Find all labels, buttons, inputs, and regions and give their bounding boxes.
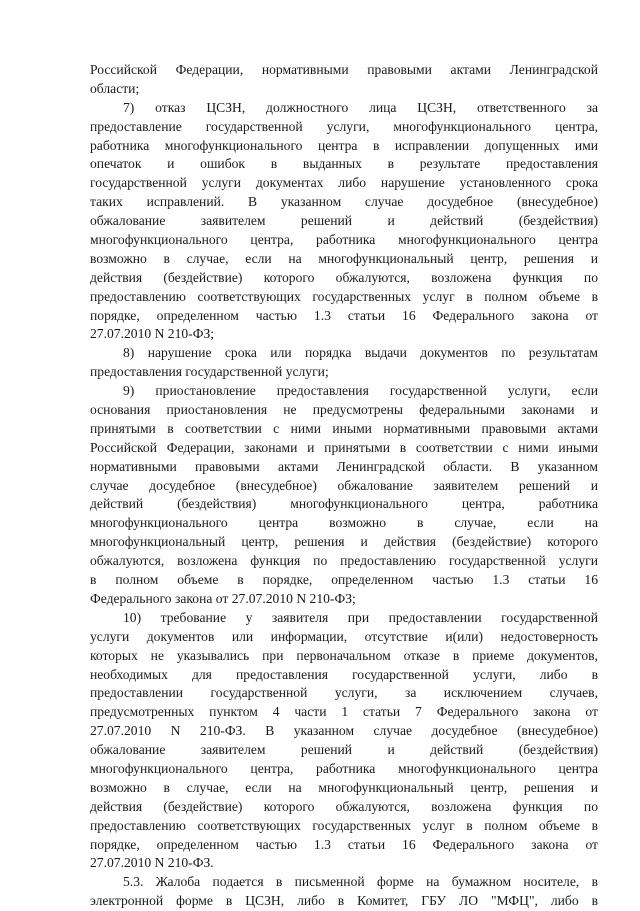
text-line: порядке, определенном частью 1.3 статьи 16 Федерального закона от (90, 836, 598, 852)
text-line: 7) отказ ЦСЗН, должностного лица ЦСЗН, ответственного за (123, 99, 598, 115)
text-line: порядке, определенном частью 1.3 статьи 16 Федерального закона от (90, 307, 598, 323)
text-line: случае досудебное (внесудебное) обжалование заявителем решений и (90, 477, 598, 493)
text-line: предоставления государственной услуги; (90, 364, 329, 380)
text-line: государственной услуги документах либо нарушение установленного срока (90, 175, 598, 191)
text-line: которых не указывались при первоначальном отказе в приеме документов, (90, 647, 598, 663)
text-line: основания приостановления не предусмотрены федеральными законами и (90, 402, 598, 418)
text-line: предоставлении государственной услуги, за исключением случаев, (90, 685, 598, 701)
text-line: обжалуются, возложена функция по предоставлению государственной услуги (90, 553, 598, 569)
document-body (90, 61, 598, 911)
text-line: обжалование заявителем решений и действий (бездействия) (90, 213, 598, 229)
text-line: действия (бездействие) которого обжалуются, возложена функция по (90, 798, 598, 814)
text-line: принятыми в соответствии с ними иными нормативными правовыми актами (90, 420, 598, 436)
text-line: 27.07.2010 N 210-ФЗ. В указанном случае досудебное (внесудебное) (90, 723, 598, 739)
text-line: области; (90, 80, 140, 96)
text-line: 27.07.2010 N 210-ФЗ. (90, 855, 214, 871)
text-line: таких исправлений. В указанном случае досудебное (внесудебное) (90, 194, 598, 210)
text-line: многофункционального центра возможно в случае, если на (90, 515, 598, 531)
text-line: 8) нарушение срока или порядка выдачи документов по результатам (123, 345, 598, 361)
text-line: обжалование заявителем решений и действий (бездействия) (90, 742, 598, 758)
text-line: услуги документов или информации, отсутствие и(или) недостоверность (90, 628, 598, 644)
text-line: предоставлению соответствующих государственных услуг в полном объеме в (90, 817, 598, 833)
text-line: возможно в случае, если на многофункциональный центр, решения и (90, 250, 598, 266)
text-line: 9) приостановление предоставления государственной услуги, если (123, 383, 598, 399)
text-line: 5.3. Жалоба подается в письменной форме на бумажном носителе, в (123, 874, 598, 890)
text-line: электронной форме в ЦСЗН, либо в Комитет, ГБУ ЛО "МФЦ", либо в (90, 893, 598, 909)
text-line: многофункционального центра, работника многофункционального центра (90, 760, 598, 776)
text-line: необходимых для предоставления государственной услуги, либо в (90, 666, 598, 682)
text-line: предоставлению соответствующих государственных услуг в полном объеме в (90, 288, 598, 304)
text-line: опечаток и ошибок в выданных в результате предоставления (90, 156, 598, 172)
text-line: Российской Федерации, нормативными правовыми актами Ленинградской (90, 62, 598, 77)
text-line: в полном объеме в порядке, определенном частью 1.3 статьи 16 (90, 572, 598, 588)
text-line: 10) требование у заявителя при предоставлении государственной (123, 609, 598, 625)
text-line: действий (бездействия) многофункционального центра, работника (90, 496, 598, 512)
text-line: действия (бездействие) которого обжалуются, возложена функция по (90, 269, 598, 285)
text-line: Российской Федерации, законами и принятыми в соответствии с ними иными (90, 439, 598, 455)
text-line: предоставление государственной услуги, многофункционального центра, (90, 118, 598, 134)
text-line: предусмотренных пунктом 4 части 1 статьи 7 Федерального закона от (90, 704, 598, 720)
text-line: нормативными правовыми актами Ленинградской области. В указанном (90, 458, 598, 474)
text-line: Федерального закона от 27.07.2010 N 210-ФЗ; (90, 590, 356, 606)
text-line: многофункциональный центр, решения и действия (бездействие) которого (90, 534, 598, 550)
text-line: возможно в случае, если на многофункциональный центр, решения и (90, 779, 598, 795)
text-line: 27.07.2010 N 210-ФЗ; (90, 326, 215, 342)
text-line: работника многофункционального центра в исправлении допущенных ими (90, 137, 598, 153)
text-line: многофункционального центра, работника многофункционального центра (90, 232, 598, 248)
